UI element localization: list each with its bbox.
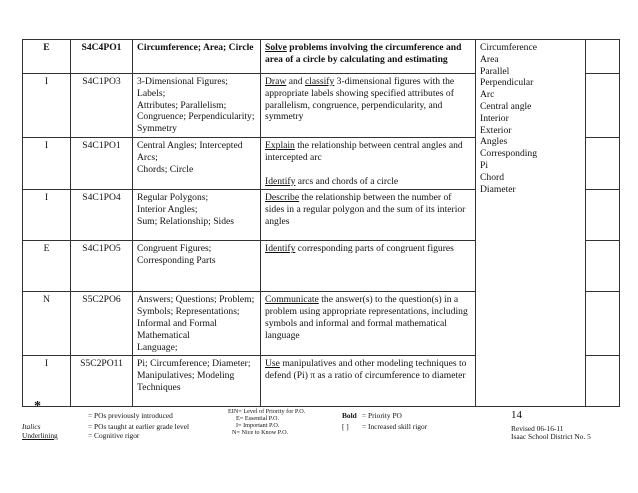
description-text: manipulatives and other modeling techniques to defend (Pi) π as a ratio of circumference to diameter	[265, 358, 467, 382]
legend-italics-key: Italics	[22, 422, 41, 431]
po-code: S4C4PO1	[71, 40, 133, 74]
legend-star: *	[34, 399, 41, 414]
description-text: arcs and chords of a circle	[295, 175, 399, 187]
action-verb: Communicate	[265, 294, 319, 306]
topic-line: Language;	[137, 341, 178, 353]
description-text: the answer(s) to the question(s) in a problem using appropriate representations, including symbols and informal and formal mathematical language	[265, 294, 468, 341]
topic-cell	[133, 356, 261, 407]
legend-underline-key: Underlining	[22, 431, 58, 440]
description-text: 3-dimensional figures with the appropriate labels showing specified attributes of parallelism, congruence, perpendicularity, and symmetry	[265, 76, 455, 123]
blank-cell	[586, 74, 620, 138]
curriculum-table	[22, 39, 620, 407]
legend-priority-1: E= Essential P.O.	[236, 415, 280, 422]
description-line	[265, 192, 471, 227]
po-code: S4C1PO5	[71, 241, 133, 292]
page-number: 14	[511, 409, 522, 421]
topic-cell	[133, 40, 261, 74]
po-code: S4C1PO4	[71, 190, 133, 241]
topic-line: Pi; Circumference; Diameter;	[137, 358, 251, 370]
priority-level: I	[23, 356, 71, 407]
description-line	[265, 140, 471, 164]
topic-line: Symbols; Representations;	[137, 306, 240, 318]
blank-cell	[586, 356, 620, 407]
vocabulary-term: Area	[480, 53, 499, 65]
description-text: problems involving the circumference and area of a circle by calculating and estimating	[265, 42, 462, 65]
description-line	[265, 243, 471, 255]
topic-line: Sum; Relationship; Sides	[137, 215, 235, 227]
topic-line: Informal and Formal	[137, 317, 217, 329]
description-cell	[261, 292, 476, 356]
description-text: the relationship between the number of sides in a regular polygon and the sum of its interior angles	[265, 192, 466, 227]
description-line	[265, 358, 471, 382]
topic-line: Answers; Questions; Problem;	[137, 294, 255, 306]
po-code: S5C2PO6	[71, 292, 133, 356]
topic-line: Chords; Circle	[137, 163, 194, 175]
blank-cell	[586, 292, 620, 356]
vocabulary-term: Circumference	[480, 42, 537, 53]
table-row	[23, 40, 620, 74]
vocabulary-term: Diameter	[480, 183, 516, 195]
vocabulary-term: Exterior	[480, 124, 512, 136]
topic-line: Manipulatives; Modeling	[137, 370, 235, 382]
description-text: the relationship between central angles and intercepted arc	[265, 139, 463, 163]
priority-level: E	[23, 241, 71, 292]
vocabulary-term: Interior	[480, 112, 509, 124]
vocabulary-term: Angles	[480, 136, 508, 148]
district-name: Isaac School District No. 5	[511, 432, 591, 441]
blank-cell	[586, 40, 620, 74]
topic-cell	[133, 137, 261, 189]
action-verb: Solve	[265, 42, 287, 53]
legend-star-text: = POs previously introduced	[88, 411, 173, 420]
legend-priority-3: N= Nice to Know P.O.	[232, 429, 289, 436]
vocabulary-term: Pi	[480, 159, 489, 171]
po-code: S5C2PO11	[71, 356, 133, 407]
topic-line: Regular Polygons;	[137, 192, 209, 204]
priority-level: E	[23, 40, 71, 74]
description-cell	[261, 190, 476, 241]
topic-cell	[133, 292, 261, 356]
description-cell	[261, 40, 476, 74]
description-cell	[261, 74, 476, 138]
legend-underline-text: = Cognitive rigor	[88, 431, 140, 440]
action-verb: Identify	[265, 175, 296, 187]
revised-date: Revised 06-16-11	[511, 424, 564, 433]
blank-cell	[586, 190, 620, 241]
description-line	[265, 76, 471, 123]
description-line	[265, 42, 471, 66]
topic-cell	[133, 241, 261, 292]
topic-line: Techniques	[137, 381, 181, 393]
legend-bracket-text: = Increased skill rigor	[362, 422, 428, 431]
legend-bold-text: = Priority PO	[362, 411, 402, 420]
description-line	[265, 176, 471, 188]
action-verb: Explain	[265, 139, 295, 151]
priority-level: I	[23, 74, 71, 138]
description-cell	[261, 356, 476, 407]
legend-priority-2: I= Important P.O.	[236, 422, 280, 429]
priority-level: N	[23, 292, 71, 356]
topic-line: Mathematical	[137, 329, 190, 341]
vocabulary-term: Perpendicular	[480, 77, 534, 89]
description-line	[265, 294, 471, 341]
topic-cell	[133, 74, 261, 138]
topic-cell	[133, 190, 261, 241]
topic-line: Congruent Figures;	[137, 243, 212, 255]
topic-line: Attributes; Parallelism;	[137, 99, 227, 111]
vocabulary-term: Corresponding	[480, 148, 538, 160]
po-code: S4C1PO1	[71, 137, 133, 189]
vocabulary-cell	[476, 40, 586, 407]
action-verb: classify	[304, 76, 335, 87]
topic-line: Central Angles; Intercepted Arcs;	[137, 139, 243, 163]
priority-level: I	[23, 190, 71, 241]
topic-line: Symmetry	[137, 123, 177, 135]
legend-priority-0: EIN= Level of Priority for P.O.	[228, 408, 306, 415]
po-code: S4C1PO3	[71, 74, 133, 138]
blank-cell	[586, 241, 620, 292]
priority-level: I	[23, 137, 71, 189]
action-verb: Use	[265, 358, 280, 370]
legend-bold-key: Bold	[342, 411, 357, 420]
topic-line: Corresponding Parts	[137, 255, 216, 267]
action-verb: Identify	[265, 243, 296, 255]
blank-cell	[586, 137, 620, 189]
topic-line: Interior Angles;	[137, 204, 198, 216]
vocabulary-term: Central angle	[480, 100, 532, 112]
topic-line: Congruence; Perpendicularity;	[137, 111, 255, 123]
legend-bracket-key: [ ]	[342, 422, 349, 431]
description-text: corresponding parts of congruent figures	[295, 243, 454, 255]
action-verb: Draw	[265, 76, 287, 87]
action-verb: Describe	[265, 192, 300, 204]
topic-line: 3-Dimensional Figures; Labels;	[137, 76, 228, 99]
description-text: and	[286, 76, 305, 87]
description-cell	[261, 137, 476, 189]
vocabulary-term: Arc	[480, 89, 495, 101]
vocabulary-term: Parallel	[480, 65, 510, 77]
vocabulary-term: Chord	[480, 171, 504, 183]
topic-line: Circumference; Area; Circle	[137, 42, 254, 53]
legend-italics-text: = POs taught at earlier grade level	[88, 422, 190, 431]
description-cell	[261, 241, 476, 292]
